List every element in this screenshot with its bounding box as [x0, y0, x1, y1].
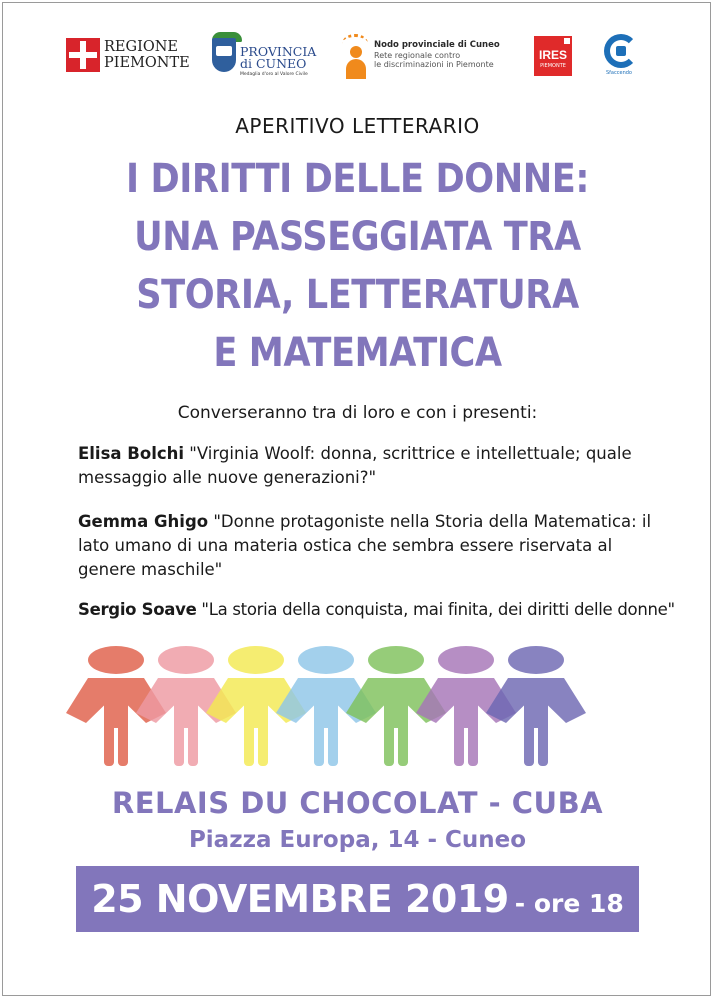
cross-flag-icon: [66, 38, 100, 72]
date-banner: [76, 866, 639, 932]
event-time: - ore 18: [514, 889, 624, 918]
nodo-subtitle: Rete regionale contro le discriminazioni in Piemonte: [374, 51, 494, 69]
figure-part: [244, 726, 254, 766]
talk-topic: "Virginia Woolf: donna, scrittrice e intellettuale; quale messaggio alle nuove generazioni?": [78, 444, 632, 487]
event-date: 25 NOVEMBRE 2019: [91, 877, 509, 921]
nodo-cuneo-logo: [342, 34, 512, 80]
talk-topic: "La storia della conquista, mai finita, dei diritti delle donne": [201, 600, 675, 619]
person-body-icon: [346, 59, 366, 79]
logo-row: [0, 30, 715, 82]
women-figures-illustration: [66, 642, 656, 768]
title-line: I DIRITTI DELLE DONNE:: [126, 156, 589, 202]
talk-item: [78, 510, 658, 582]
event-kicker: APERITIVO LETTERARIO: [235, 114, 480, 138]
figure-part: [508, 646, 564, 674]
talk-item: [78, 598, 675, 622]
crest-icon: [212, 38, 236, 72]
provincia-name: PROVINCIA di CUNEO: [240, 44, 317, 71]
title-line: STORIA, LETTERATURA: [136, 272, 579, 318]
ires-square-icon: [564, 38, 570, 44]
venue-address: Piazza Europa, 14 - Cuneo: [188, 827, 527, 853]
speaker-name: Elisa Bolchi: [78, 444, 185, 463]
figure-part: [384, 726, 394, 766]
g-square-icon: [616, 46, 626, 56]
title-line: UNA PASSEGGIATA TRA: [134, 214, 581, 260]
g-circle-logo: [602, 34, 646, 78]
venue-name: RELAIS DU CHOCOLAT - CUBA: [111, 786, 604, 820]
figure-part: [188, 726, 198, 766]
nodo-title: Nodo provinciale di Cuneo: [374, 40, 500, 50]
speaker-name: Gemma Ghigo: [78, 512, 209, 531]
person-head-icon: [350, 46, 362, 58]
figure-part: [104, 726, 114, 766]
provincia-cuneo-logo: [212, 32, 317, 80]
ires-text: IRES: [538, 48, 567, 62]
figure-part: [454, 726, 464, 766]
ires-subtext: PIEMONTE: [540, 63, 566, 69]
speaker-name: Sergio Soave: [78, 600, 197, 619]
figure-part: [314, 726, 324, 766]
regione-piemonte-text: REGIONE PIEMONTE: [104, 39, 190, 71]
figure-part: [328, 726, 338, 766]
regione-piemonte-logo: [66, 38, 190, 74]
figure-part: [486, 678, 586, 728]
speakers-intro: Converseranno tra di loro e con i presenti:: [177, 403, 538, 423]
woman-figure-icon: [486, 642, 586, 768]
figure-part: [524, 726, 534, 766]
figure-part: [468, 726, 478, 766]
figure-part: [538, 726, 548, 766]
talk-topic: "Donne protagoniste nella Storia della Matematica: il lato umano di una materia ostica che sembra essere riservata al genere maschile": [78, 512, 652, 579]
figure-part: [258, 726, 268, 766]
event-title: [0, 150, 715, 382]
ires-piemonte-logo: [534, 36, 572, 76]
talk-item: [78, 442, 658, 490]
g-logo-text: Sfaccendo: [606, 70, 632, 76]
provincia-tagline: Medaglia d'oro al Valore Civile: [240, 72, 308, 77]
figure-part: [118, 726, 128, 766]
figure-part: [398, 726, 408, 766]
figure-part: [174, 726, 184, 766]
title-line: E MATEMATICA: [213, 330, 502, 376]
